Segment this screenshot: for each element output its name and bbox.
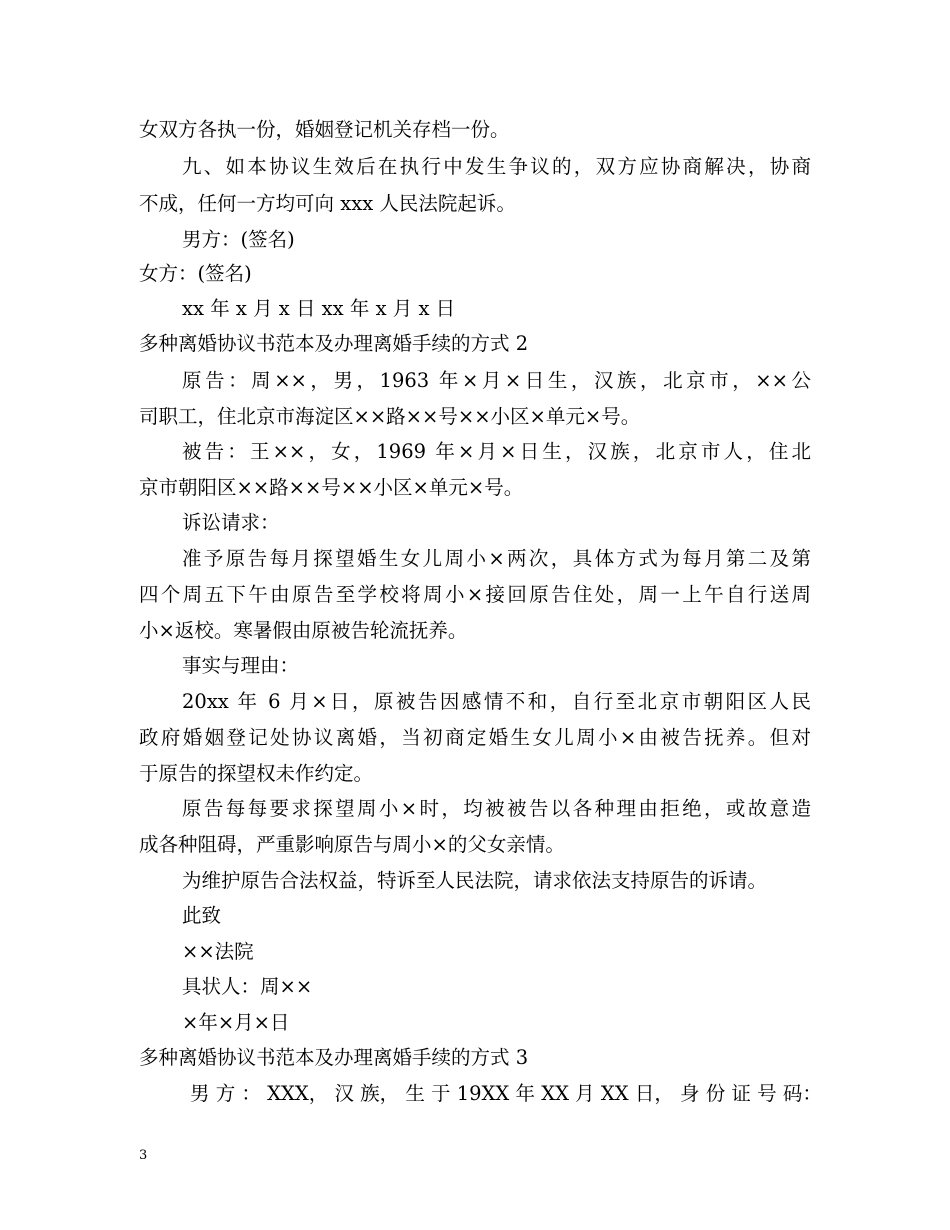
- paragraph-line: 女双方各执一份，婚姻登记机关存档一份。: [139, 118, 510, 141]
- signature-line-male: 男方：(签名): [182, 228, 295, 251]
- paragraph-line: 政府婚姻登记处协议离婚，当初商定婚生女儿周小×由被告抚养。但对: [139, 726, 811, 749]
- paragraph-line: 原告每每要求探望周小×时，均被被告以各种理由拒绝，或故意造: [182, 797, 811, 820]
- date-line: xx 年 x 月 x 日 xx 年 x 月 x 日: [182, 297, 456, 320]
- paragraph-line: 20xx 年 6 月×日，原被告因感情不和，自行至北京市朝阳区人民: [182, 690, 811, 713]
- section-heading: 多种离婚协议书范本及办理离婚手续的方式 3: [139, 1046, 529, 1069]
- paragraph-line: 四个周五下午由原告至学校将周小×接回原告住处，周一上午自行送周: [139, 583, 811, 606]
- petitioner-signature: 具状人：周××: [182, 975, 313, 998]
- paragraph-line: 小×返校。寒暑假由原被告轮流抚养。: [139, 619, 468, 642]
- page-number: 3: [139, 1148, 148, 1163]
- signature-line-female: 女方：(签名): [139, 262, 252, 285]
- paragraph-line: 于原告的探望权未作约定。: [139, 762, 374, 785]
- date-line: ×年×月×日: [182, 1011, 290, 1034]
- paragraph-line: 原告：周××，男，1963 年×月×日生，汉族，北京市，××公: [182, 369, 811, 392]
- paragraph-line: 准予原告每月探望婚生女儿周小×两次，具体方式为每月第二及第: [182, 547, 811, 570]
- paragraph-line: 被告：王××，女，1969 年×月×日生，汉族，北京市人，住北: [182, 440, 811, 463]
- paragraph-line: 不成，任何一方均可向 xxx 人民法院起诉。: [139, 192, 516, 215]
- paragraph-line: 为维护原告合法权益，特诉至人民法院，请求依法支持原告的诉请。: [182, 869, 768, 892]
- closing-line: 此致: [182, 904, 222, 927]
- paragraph-line: 司职工，住北京市海淀区××路××号××小区×单元×号。: [139, 405, 641, 428]
- paragraph-heading: 诉讼请求：: [182, 511, 280, 534]
- paragraph-line: 男 方 ： XXX， 汉 族， 生 于 19XX 年 XX 月 XX 日， 身 份 证 号 码：: [190, 1082, 822, 1105]
- paragraph-heading: 事实与理由：: [182, 654, 300, 677]
- court-name: ××法院: [182, 940, 254, 963]
- paragraph-line: 京市朝阳区××路××号××小区×单元×号。: [139, 476, 524, 499]
- paragraph-line: 九、如本协议生效后在执行中发生争议的，双方应协商解决，协商: [182, 155, 811, 178]
- paragraph-line: 成各种阻碍，严重影响原告与周小×的父女亲情。: [139, 833, 565, 856]
- section-heading: 多种离婚协议书范本及办理离婚手续的方式 2: [139, 332, 529, 355]
